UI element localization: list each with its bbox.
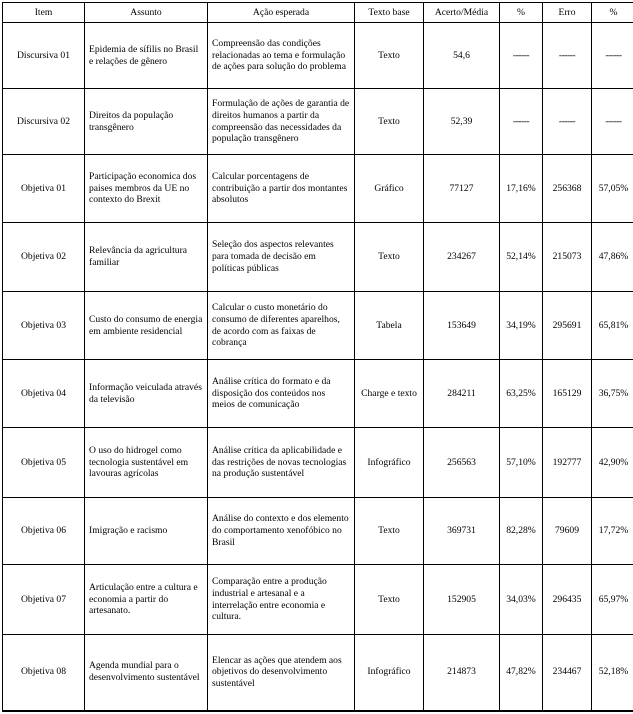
empty-value-dash: ------	[558, 49, 576, 61]
table-row	[3, 223, 633, 292]
cell-acerto-media: 152905	[424, 565, 500, 635]
empty-value-dash: ------	[605, 115, 622, 127]
header-erro: Erro	[543, 3, 592, 23]
table-row	[3, 292, 633, 360]
table-row	[3, 635, 633, 711]
table-row	[3, 23, 633, 89]
cell-erro: 192777	[543, 428, 592, 498]
cell-acerto-media: 369731	[424, 498, 500, 565]
cell-percent-erro: 17,72%	[592, 498, 633, 565]
table-row	[3, 428, 633, 498]
cell-acerto-media: 214873	[424, 635, 500, 711]
cell-texto-base: Texto	[355, 89, 424, 155]
header-row	[3, 3, 633, 23]
cell-erro	[543, 23, 592, 89]
cell-acao-esperada: Comparação entre a produção industrial e artesanal e a interrelação entre economia e cultura.	[208, 565, 355, 635]
cell-acerto-media: 153649	[424, 292, 500, 360]
cell-acao-esperada: Análise crítica da aplicabilidade e das restrições de novas tecnologias na produção sustentável	[208, 428, 355, 498]
cell-acerto-media: 77127	[424, 155, 500, 223]
cell-item: Objetiva 06	[3, 498, 85, 565]
cell-acao-esperada: Calcular o custo monetário do consumo de diferentes aparelhos, de acordo com as faixas de cobrança	[208, 292, 355, 360]
cell-percent-acerto: 82,28%	[500, 498, 543, 565]
cell-percent-acerto: 47,82%	[500, 635, 543, 711]
cell-erro: 295691	[543, 292, 592, 360]
cell-item: Objetiva 02	[3, 223, 85, 292]
cell-assunto: Informação veiculada através da televisão	[85, 360, 208, 428]
cell-percent-erro	[592, 23, 633, 89]
cell-assunto: Agenda mundial para o desenvolvimento sustentável	[85, 635, 208, 711]
empty-value-dash: ------	[512, 49, 530, 61]
cell-assunto: Direitos da população transgênero	[85, 89, 208, 155]
results-table	[2, 2, 633, 712]
header-assunto: Assunto	[85, 3, 208, 23]
cell-item: Objetiva 05	[3, 428, 85, 498]
cell-acerto-media: 256563	[424, 428, 500, 498]
cell-percent-acerto: 63,25%	[500, 360, 543, 428]
cell-percent-acerto	[500, 23, 543, 89]
cell-texto-base: Texto	[355, 223, 424, 292]
cell-texto-base: Texto	[355, 498, 424, 565]
cell-acao-esperada: Elencar as ações que atendem aos objetivos do desenvolvimento sustentável	[208, 635, 355, 711]
cell-percent-acerto: 34,19%	[500, 292, 543, 360]
cell-percent-erro: 65,81%	[592, 292, 633, 360]
table-header	[3, 3, 633, 23]
cell-percent-erro: 36,75%	[592, 360, 633, 428]
cell-item: Objetiva 07	[3, 565, 85, 635]
cell-acerto-media: 234267	[424, 223, 500, 292]
cell-assunto: Participação economica dos paises membros da UE no contexto do Brexit	[85, 155, 208, 223]
empty-value-dash: ------	[605, 49, 622, 61]
empty-value-dash: ------	[512, 115, 530, 127]
cell-acerto-media: 54,6	[424, 23, 500, 89]
cell-erro: 79609	[543, 498, 592, 565]
cell-erro: 234467	[543, 635, 592, 711]
header-acerto-media: Acerto/Média	[424, 3, 500, 23]
cell-texto-base: Charge e texto	[355, 360, 424, 428]
cell-assunto: Articulação entre a cultura e economia a partir do artesanato.	[85, 565, 208, 635]
cell-percent-erro	[592, 89, 633, 155]
cell-item: Objetiva 01	[3, 155, 85, 223]
cell-item: Objetiva 03	[3, 292, 85, 360]
header-percent-acerto: %	[500, 3, 543, 23]
cell-item: Objetiva 08	[3, 635, 85, 711]
cell-texto-base: Infográfico	[355, 428, 424, 498]
cell-assunto: Relevância da agricultura familiar	[85, 223, 208, 292]
header-acao-esperada: Ação esperada	[208, 3, 355, 23]
cell-acao-esperada: Análise crítica do formato e da disposição dos conteúdos nos meios de comunicação	[208, 360, 355, 428]
cell-acerto-media: 52,39	[424, 89, 500, 155]
table-row	[3, 155, 633, 223]
table-row	[3, 360, 633, 428]
table-row	[3, 89, 633, 155]
table-row	[3, 498, 633, 565]
table-body	[3, 23, 633, 711]
header-texto-base: Texto base	[355, 3, 424, 23]
cell-acao-esperada: Compreensão das condições relacionadas ao tema e formulação de ações para solução do problema	[208, 23, 355, 89]
cell-percent-acerto: 34,03%	[500, 565, 543, 635]
cell-texto-base: Texto	[355, 565, 424, 635]
cell-texto-base: Infográfico	[355, 635, 424, 711]
cell-item: Discursiva 01	[3, 23, 85, 89]
cell-assunto: Epidemia de sífilis no Brasil e relações de gênero	[85, 23, 208, 89]
cell-erro: 165129	[543, 360, 592, 428]
cell-texto-base: Gráfico	[355, 155, 424, 223]
cell-assunto: Custo do consumo de energia em ambiente residencial	[85, 292, 208, 360]
empty-value-dash: ------	[558, 115, 576, 127]
cell-percent-erro: 65,97%	[592, 565, 633, 635]
cell-percent-acerto	[500, 89, 543, 155]
cell-acao-esperada: Calcular porcentagens de contribuição a partir dos montantes absolutos	[208, 155, 355, 223]
cell-percent-erro: 57,05%	[592, 155, 633, 223]
cell-percent-acerto: 52,14%	[500, 223, 543, 292]
cell-acao-esperada: Análise do contexto e dos elemento do comportamento xenofóbico no Brasil	[208, 498, 355, 565]
cell-acao-esperada: Formulação de ações de garantia de direitos humanos a partir da compreensão das necessidades da população transgênero	[208, 89, 355, 155]
cell-percent-erro: 42,90%	[592, 428, 633, 498]
cell-item: Objetiva 04	[3, 360, 85, 428]
cell-erro: 296435	[543, 565, 592, 635]
cell-erro: 256368	[543, 155, 592, 223]
cell-texto-base: Tabela	[355, 292, 424, 360]
cell-item: Discursiva 02	[3, 89, 85, 155]
cell-assunto: O uso do hidrogel como tecnologia sustentável em lavouras agrícolas	[85, 428, 208, 498]
cell-percent-erro: 47,86%	[592, 223, 633, 292]
header-item: Item	[3, 3, 85, 23]
cell-acerto-media: 284211	[424, 360, 500, 428]
cell-erro: 215073	[543, 223, 592, 292]
table-row	[3, 565, 633, 635]
cell-percent-acerto: 17,16%	[500, 155, 543, 223]
cell-percent-erro: 52,18%	[592, 635, 633, 711]
cell-percent-acerto: 57,10%	[500, 428, 543, 498]
cell-assunto: Imigração e racismo	[85, 498, 208, 565]
header-percent-erro: %	[592, 3, 633, 23]
cell-acao-esperada: Seleção dos aspectos relevantes para tomada de decisão em políticas públicas	[208, 223, 355, 292]
cell-texto-base: Texto	[355, 23, 424, 89]
cell-erro	[543, 89, 592, 155]
